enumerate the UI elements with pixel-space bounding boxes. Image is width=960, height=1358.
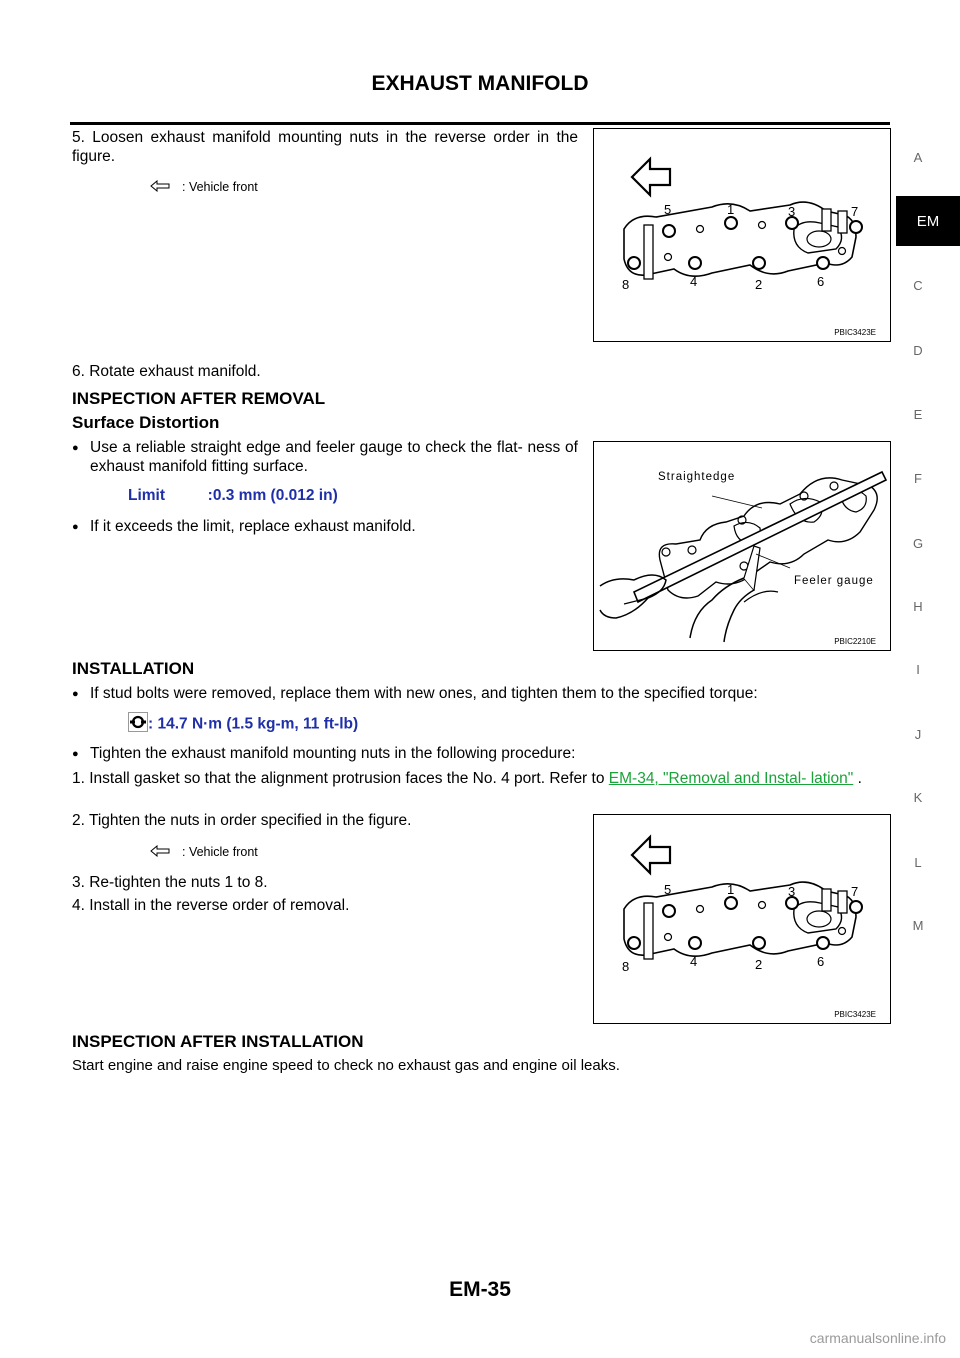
- limit-value: :0.3 mm (0.012 in): [207, 487, 338, 504]
- bullet-dot-icon: ●: [72, 688, 79, 700]
- index-letter-f[interactable]: F: [914, 471, 922, 486]
- limit-label: Limit: [128, 487, 166, 504]
- bolt-number-1: 1: [727, 202, 735, 217]
- index-tab-em[interactable]: EM: [896, 196, 960, 246]
- index-letter-g[interactable]: G: [912, 536, 924, 551]
- index-letter-a[interactable]: A: [913, 150, 923, 165]
- step-5-text: 5. Loosen exhaust manifold mounting nuts in the reverse order in the figure.: [72, 129, 578, 165]
- bullet-stud-bolts: [72, 684, 890, 703]
- bolt-number-8: 8: [622, 959, 630, 974]
- bolt-number-4: 4: [690, 954, 698, 969]
- link-em-34-removal-installation[interactable]: EM-34, "Removal and Instal- lation": [608, 770, 854, 787]
- index-letter-e[interactable]: E: [913, 407, 923, 422]
- bolt-number-7: 7: [851, 204, 859, 219]
- figure-straightedge: [593, 441, 891, 651]
- index-letter-h[interactable]: H: [913, 599, 923, 614]
- bolt-number-4: 4: [690, 274, 698, 289]
- bullet-dot-icon: ●: [72, 748, 79, 760]
- figure-manifold-order-1: [593, 128, 891, 342]
- figure3-code: PBIC3423E: [834, 1010, 876, 1019]
- step-6-text: 6. Rotate exhaust manifold.: [72, 363, 261, 380]
- label-feeler-gauge: Feeler gauge: [794, 575, 874, 587]
- install-step-4: 4. Install in the reverse order of removal.: [72, 897, 350, 914]
- figure2-code: PBIC2210E: [834, 637, 876, 646]
- bullet-straightedge-text: Use a reliable straight edge and feeler gauge to check the flat- ness of exhaust manifold fitting surface.: [90, 439, 578, 475]
- bolt-number-8: 8: [622, 277, 630, 292]
- install-step-1-end: .: [853, 770, 862, 787]
- page-title: EXHAUST MANIFOLD: [371, 72, 589, 95]
- straightedge-diagram: [594, 442, 890, 650]
- index-letter-j[interactable]: J: [914, 727, 922, 742]
- figure-manifold-order-2: [593, 814, 891, 1024]
- index-letter-l[interactable]: L: [914, 855, 922, 870]
- install-step-3: 3. Re-tighten the nuts 1 to 8.: [72, 874, 268, 891]
- bullet-dot-icon: ●: [72, 521, 79, 533]
- bullet-dot-icon: ●: [72, 442, 79, 454]
- manifold-diagram-1: [594, 129, 890, 341]
- figure1-code: PBIC3423E: [834, 328, 876, 337]
- title-rule: [70, 122, 890, 125]
- torque-value: : 14.7 N·m (1.5 kg-m, 11 ft-lb): [148, 715, 359, 733]
- bolt-number-2: 2: [755, 277, 763, 292]
- bullet-straightedge: [72, 438, 578, 476]
- bolt-number-1: 1: [727, 882, 735, 897]
- vehicle-front-arrow-icon: [150, 845, 170, 860]
- bolt-number-5: 5: [664, 882, 672, 897]
- index-letter-d[interactable]: D: [913, 343, 923, 358]
- limit-spec: [128, 487, 338, 505]
- watermark: carmanualsonline.info: [809, 1330, 946, 1346]
- page-number: EM-35: [449, 1278, 511, 1301]
- bolt-number-3: 3: [788, 884, 796, 899]
- bolt-number-7: 7: [851, 884, 859, 899]
- bolt-number-2: 2: [755, 957, 763, 972]
- vehicle-front-label: : Vehicle front: [182, 180, 258, 194]
- torque-spec: [128, 712, 358, 737]
- install-step-1-text: 1. Install gasket so that the alignment protrusion faces the No. 4 port. Refer to: [72, 770, 605, 787]
- figure1-legend: [150, 180, 258, 195]
- vehicle-front-label: : Vehicle front: [182, 845, 258, 859]
- bullet-replace-text: If it exceeds the limit, replace exhaust manifold.: [90, 518, 416, 535]
- install-step-1: [72, 769, 890, 788]
- bolt-number-3: 3: [788, 204, 796, 219]
- bullet-tighten-procedure-text: Tighten the exhaust manifold mounting nuts in the following procedure:: [90, 745, 576, 762]
- index-letter-i[interactable]: I: [916, 662, 920, 677]
- install-step-2: 2. Tighten the nuts in order specified in the figure.: [72, 812, 412, 829]
- bolt-number-6: 6: [817, 954, 825, 969]
- bolt-number-5: 5: [664, 202, 672, 217]
- subheading-surface-distortion: Surface Distortion: [72, 413, 220, 432]
- figure3-legend: [150, 845, 258, 860]
- bullet-tighten-procedure: [72, 744, 890, 763]
- bolt-number-6: 6: [817, 274, 825, 289]
- label-straightedge: Straightedge: [658, 471, 736, 483]
- index-letter-c[interactable]: C: [913, 278, 923, 293]
- bullet-replace: [72, 517, 578, 536]
- bullet-stud-bolts-text: If stud bolts were removed, replace them with new ones, and tighten them to the specified torque:: [90, 685, 758, 702]
- vehicle-front-arrow-icon: [150, 180, 170, 195]
- torque-wrench-icon: [128, 712, 148, 737]
- manifold-diagram-2: [594, 815, 890, 1023]
- inspection-installation-text: Start engine and raise engine speed to check no exhaust gas and engine oil leaks.: [72, 1057, 620, 1074]
- heading-inspection-after-removal: INSPECTION AFTER REMOVAL: [72, 389, 326, 408]
- index-letter-k[interactable]: K: [913, 790, 923, 805]
- index-letter-m[interactable]: M: [912, 918, 924, 933]
- heading-installation: INSTALLATION: [72, 659, 195, 678]
- heading-inspection-after-installation: INSPECTION AFTER INSTALLATION: [72, 1032, 364, 1051]
